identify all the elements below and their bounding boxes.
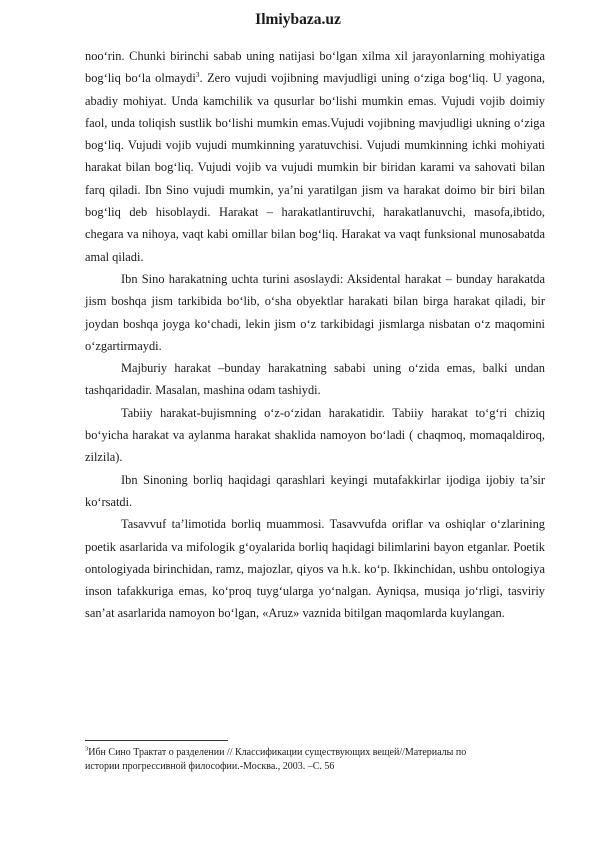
footnote	[85, 746, 485, 774]
paragraph-2: Ibn Sino harakatning uchta turini asoslaydi: Aksidental harakat – bunday harakatda jism boshqa jism tarkibida bo‘lib, o‘sha obyektlar harakati bilan birga harakat qiladi, bir joydan boshqa joyga ko‘chadi, lekin jism o‘z tarkibidagi jismlarga nisbatan o‘z maqomini o‘zgartirmaydi.	[85, 271, 545, 353]
paragraph-3: Majburiy harakat –bunday harakatning sababi uning o‘zida emas, balki undan tashqaridadir. Masalan, mashina odam tashiydi.	[85, 361, 545, 398]
footnote-ref: 3	[195, 70, 200, 80]
paragraph-5: Ibn Sinoning borliq haqidagi qarashlari keyingi mutafakkirlar ijodiga ijobiy ta’sir ko‘rsatdi.	[85, 472, 545, 509]
body-text	[85, 45, 545, 625]
footnote-number: 3	[85, 745, 89, 753]
site-header-title: Ilmiybaza.uz	[255, 11, 341, 28]
footnote-text: Ибн Сино Трактат о разделении // Классификации существующих вещей//Материалы по истории прогрессивной философии.-Москва., 2003. –С. 56	[85, 747, 467, 772]
paragraph-4: Tabiiy harakat-bujismning o‘z-o‘zidan harakatidir. Tabiiy harakat to‘g‘ri chiziq bo‘yicha harakat va aylanma harakat shaklida namoyon bo‘ladi ( chaqmoq, momaqaldiroq, zilzila).	[85, 405, 545, 465]
paragraph-1-text-end: . Zero vujudi vojibning mavjudligi uning o‘ziga bog‘liq. U yagona, abadiy mohiyat. Unda kamchilik va qusurlar bo‘lishi mumkin emas. Vujudi vojib doimiy faol, unda toliqish sustlik bo‘lishi mumkin emas.Vujudi vojibning mavjudligi ukning o‘ziga bog‘liq. Vujudi vojib vujudi mumkinning yaratuvchisi. Vujudi mumkinning ichki mohiyati harakat bilan bog‘liq. Vujudi vojib va vujudi mumkin bir biridan karami va sahovati bilan farq qiladi. Ibn Sino vujudi mumkin, ya’ni yaratilgan jism va harakat doimo bir biri bilan bog‘liq deb hisoblaydi. Harakat – harakatlantiruvchi, harakatlanuvchi, masofa,ibtido, chegara va nihoya, vaqt kabi omillar bilan bog‘liq. Harakat va vaqt funksional munosabatda amal qiladi.	[85, 71, 545, 264]
footnote-separator	[85, 740, 228, 741]
paragraph-1-text-start: noo‘rin. Chunki birinchi sabab uning natijasi bo‘lgan xilma xil jarayonlarning mohiyatiga bog‘liq bo‘la olmaydi	[85, 49, 545, 86]
paragraph-1	[85, 45, 545, 268]
paragraph-6: Tasavvuf ta’limotida borliq muammosi. Tasavvufda oriflar va oshiqlar o‘zlarining poetik asarlarida va mifologik g‘oyalarida borliq haqidagi bilimlarini bayon etganlar. Poetik ontologiyada birinchidan, ramz, majozlar, qiyos va h.k. ko‘p. Ikkinchidan, ushbu ontologiya inson tafakkuriga emas, ko‘proq tuyg‘ularga yo‘nalgan. Ayniqsa, musiqa jo‘rligi, tasviriy san’at asarlarida namoyon bo‘lgan, «Aruz» vaznida bitilgan maqomlarda kuylangan.	[85, 517, 545, 621]
